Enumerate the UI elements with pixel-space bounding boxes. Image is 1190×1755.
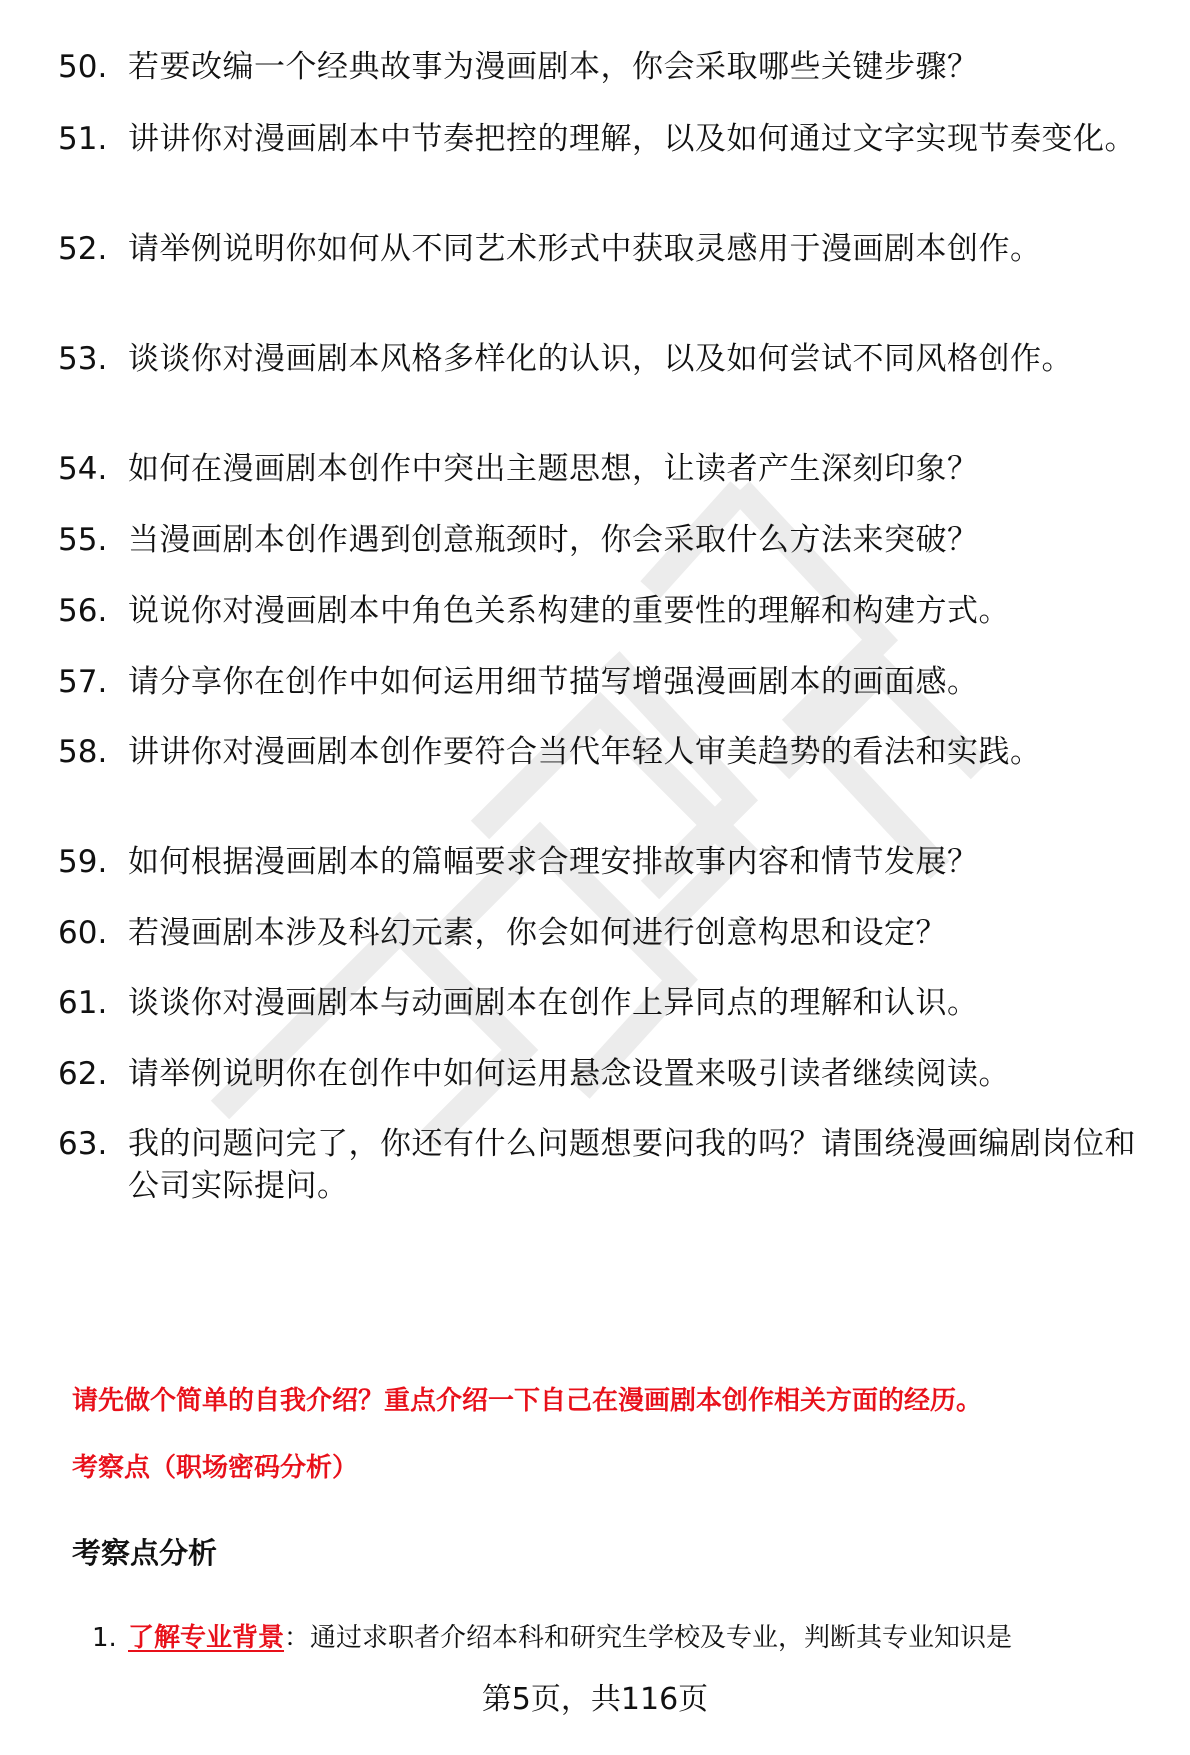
question-number: 63. — [58, 1126, 108, 1162]
question-text: 说说你对漫画剧本中角色关系构建的重要性的理解和构建方式。 — [128, 593, 1010, 629]
question-item — [58, 912, 1158, 954]
watermark-logo — [180, 470, 1000, 1150]
question-text: 讲讲你对漫画剧本中节奏把控的理解，以及如何通过文字实现节奏变化。 — [128, 121, 1136, 157]
question-text: 如何根据漫画剧本的篇幅要求合理安排故事内容和情节发展？ — [128, 844, 979, 880]
question-text: 讲讲你对漫画剧本创作要符合当代年轻人审美趋势的看法和实践。 — [128, 734, 1042, 770]
question-item — [58, 982, 1158, 1024]
question-number: 50. — [58, 49, 108, 85]
question-number: 55. — [58, 522, 108, 558]
question-item — [58, 118, 1158, 160]
question-item — [58, 841, 1158, 883]
question-number: 59. — [58, 844, 108, 880]
question-text: 如何在漫画剧本创作中突出主题思想，让读者产生深刻印象？ — [128, 451, 979, 487]
question-text: 我的问题问完了，你还有什么问题想要问我的吗？请围绕漫画编剧岗位和公司实际提问。 — [128, 1126, 1136, 1204]
highlight-question: 请先做个简单的自我介绍？重点介绍一下自己在漫画剧本创作相关方面的经历。 — [72, 1386, 983, 1416]
question-item — [58, 1053, 1158, 1095]
question-text: 谈谈你对漫画剧本与动画剧本在创作上异同点的理解和认识。 — [128, 985, 979, 1021]
question-item — [58, 1123, 1158, 1207]
question-text: 若要改编一个经典故事为漫画剧本，你会采取哪些关键步骤？ — [128, 49, 979, 85]
question-text: 请举例说明你如何从不同艺术形式中获取灵感用于漫画剧本创作。 — [128, 231, 1042, 267]
analysis-item — [92, 1620, 1012, 1656]
question-item — [58, 731, 1158, 773]
question-item — [58, 228, 1158, 270]
question-number: 58. — [58, 734, 108, 770]
question-number: 54. — [58, 451, 108, 487]
question-text: 谈谈你对漫画剧本风格多样化的认识，以及如何尝试不同风格创作。 — [128, 341, 1073, 377]
question-text: 请举例说明你在创作中如何运用悬念设置来吸引读者继续阅读。 — [128, 1056, 1010, 1092]
question-number: 60. — [58, 915, 108, 951]
question-item — [58, 519, 1158, 561]
analysis-heading: 考察点分析 — [72, 1536, 218, 1570]
analysis-item-number: 1. — [92, 1623, 117, 1653]
question-number: 52. — [58, 231, 108, 267]
question-item — [58, 338, 1158, 380]
question-number: 57. — [58, 664, 108, 700]
question-number: 51. — [58, 121, 108, 157]
question-number: 56. — [58, 593, 108, 629]
question-item — [58, 590, 1158, 632]
question-item — [58, 661, 1158, 703]
question-text: 若漫画剧本涉及科幻元素，你会如何进行创意构思和设定？ — [128, 915, 947, 951]
question-item — [58, 46, 1158, 88]
question-item — [58, 448, 1158, 490]
question-number: 61. — [58, 985, 108, 1021]
page-number: 第5页，共116页 — [481, 1682, 709, 1717]
question-text: 当漫画剧本创作遇到创意瓶颈时，你会采取什么方法来突破？ — [128, 522, 979, 558]
question-number: 62. — [58, 1056, 108, 1092]
analysis-item-key: 了解专业背景 — [128, 1623, 285, 1653]
analysis-item-text: 通过求职者介绍本科和研究生学校及专业，判断其专业知识是 — [310, 1623, 1013, 1653]
question-text: 请分享你在创作中如何运用细节描写增强漫画剧本的画面感。 — [128, 664, 979, 700]
analysis-item-separator: ： — [284, 1623, 311, 1653]
question-number: 53. — [58, 341, 108, 377]
exam-point-label: 考察点（职场密码分析） — [72, 1453, 359, 1483]
